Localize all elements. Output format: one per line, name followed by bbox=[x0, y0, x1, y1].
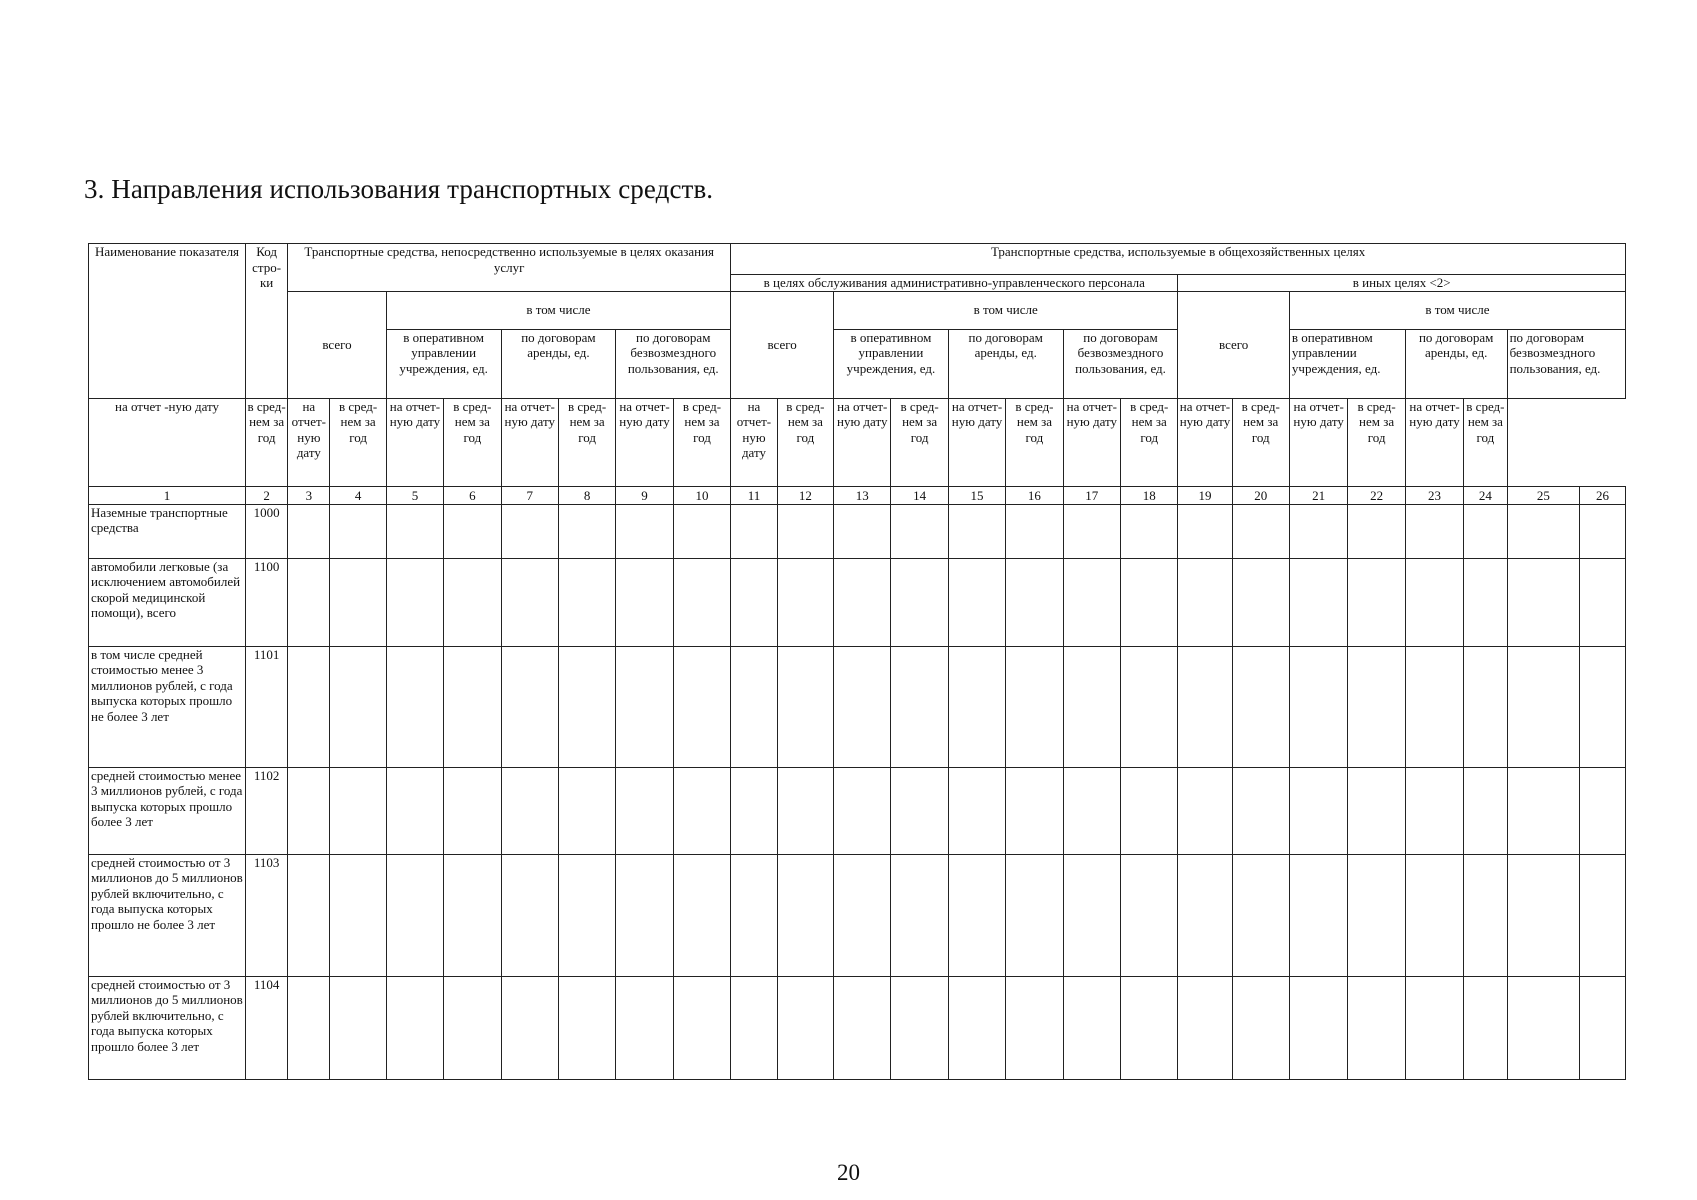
header-leaf-col-23: на отчет-ную дату bbox=[1289, 398, 1347, 486]
header-group-b: Транспортные средства, используемые в общехозяйственных целях bbox=[731, 244, 1626, 275]
table-row bbox=[89, 504, 1626, 558]
data-cell[interactable] bbox=[1063, 504, 1120, 558]
header-leaf-col-17: на отчет-ную дату bbox=[948, 398, 1005, 486]
data-cell[interactable] bbox=[616, 767, 673, 854]
data-cell[interactable] bbox=[1348, 767, 1405, 854]
header-leaf-col-22: в сред-нем за год bbox=[1232, 398, 1289, 486]
data-cell[interactable] bbox=[1580, 646, 1626, 767]
data-cell[interactable] bbox=[1121, 767, 1178, 854]
header-sub-bezv-a: по договорам безвозмездного пользования, ед. bbox=[616, 329, 731, 398]
data-cell[interactable] bbox=[1232, 558, 1289, 646]
header-sub-oper-b2: в оперативном управлении учреждения, ед. bbox=[1289, 329, 1405, 398]
data-cell[interactable] bbox=[1232, 854, 1289, 976]
column-number-24: 24 bbox=[1464, 486, 1507, 504]
column-number-22: 22 bbox=[1348, 486, 1405, 504]
data-cell[interactable] bbox=[288, 646, 330, 767]
data-cell[interactable] bbox=[1348, 976, 1405, 1079]
data-cell[interactable] bbox=[558, 854, 615, 976]
row-name: средней стоимостью от 3 миллионов до 5 миллионов рублей включительно, с года выпуска которых прошло более 3 лет bbox=[89, 976, 246, 1079]
data-cell[interactable] bbox=[386, 646, 443, 767]
data-cell[interactable] bbox=[1121, 976, 1178, 1079]
header-leaf-col-8: в сред-нем за год bbox=[444, 398, 501, 486]
data-cell[interactable] bbox=[1580, 854, 1626, 976]
data-cell[interactable] bbox=[558, 504, 615, 558]
data-cell[interactable] bbox=[1178, 558, 1232, 646]
header-leaf-col-6: в сред-нем за год bbox=[330, 398, 386, 486]
data-cell[interactable] bbox=[558, 767, 615, 854]
data-cell[interactable] bbox=[1063, 646, 1120, 767]
data-cell[interactable] bbox=[731, 976, 778, 1079]
data-cell[interactable] bbox=[1178, 504, 1232, 558]
column-number-25: 25 bbox=[1507, 486, 1580, 504]
data-cell[interactable] bbox=[1507, 767, 1580, 854]
data-cell[interactable] bbox=[616, 854, 673, 976]
data-cell[interactable] bbox=[1063, 854, 1120, 976]
data-cell[interactable] bbox=[1405, 767, 1463, 854]
data-cell[interactable] bbox=[731, 767, 778, 854]
column-number-1: 1 bbox=[89, 486, 246, 504]
data-cell[interactable] bbox=[834, 504, 891, 558]
data-cell[interactable] bbox=[1006, 767, 1063, 854]
data-cell[interactable] bbox=[1464, 646, 1507, 767]
data-cell[interactable] bbox=[834, 854, 891, 976]
data-cell[interactable] bbox=[777, 854, 833, 976]
header-leaf-col-4: в сред-нем за год bbox=[246, 398, 288, 486]
header-leaf-col-9: на отчет-ную дату bbox=[501, 398, 558, 486]
data-cell[interactable] bbox=[1507, 854, 1580, 976]
header-sub-arenda-a: по договорам аренды, ед. bbox=[501, 329, 616, 398]
header-leaf-col-24: в сред-нем за год bbox=[1348, 398, 1405, 486]
data-cell[interactable] bbox=[891, 504, 948, 558]
header-leaf-col-11: на отчет-ную дату bbox=[616, 398, 673, 486]
header-leaf-col-10: в сред-нем за год bbox=[558, 398, 615, 486]
table-row bbox=[89, 976, 1626, 1079]
data-cell[interactable] bbox=[1464, 976, 1507, 1079]
header-leaf-col-13: на отчет-ную дату bbox=[731, 398, 778, 486]
header-leaf-col-7: на отчет-ную дату bbox=[386, 398, 443, 486]
header-vsego-b1: всего bbox=[731, 291, 834, 398]
data-cell[interactable] bbox=[558, 558, 615, 646]
data-cell[interactable] bbox=[288, 854, 330, 976]
data-cell[interactable] bbox=[386, 504, 443, 558]
data-cell[interactable] bbox=[673, 976, 730, 1079]
header-group-b1: в целях обслуживания административно-управленческого персонала bbox=[731, 275, 1178, 292]
data-cell[interactable] bbox=[834, 558, 891, 646]
data-cell[interactable] bbox=[1507, 646, 1580, 767]
header-vsego-a: всего bbox=[288, 291, 387, 398]
data-cell[interactable] bbox=[777, 646, 833, 767]
column-number-16: 16 bbox=[1006, 486, 1063, 504]
header-v-tom-chisle-a: в том числе bbox=[386, 291, 730, 329]
data-cell[interactable] bbox=[891, 767, 948, 854]
data-cell[interactable] bbox=[948, 646, 1005, 767]
data-cell[interactable] bbox=[616, 976, 673, 1079]
column-number-8: 8 bbox=[558, 486, 615, 504]
header-v-tom-chisle-b1: в том числе bbox=[834, 291, 1178, 329]
data-cell[interactable] bbox=[386, 558, 443, 646]
row-name: средней стоимостью менее 3 миллионов рублей, с года выпуска которых прошло более 3 лет bbox=[89, 767, 246, 854]
data-cell[interactable] bbox=[444, 767, 501, 854]
data-cell[interactable] bbox=[288, 504, 330, 558]
data-cell[interactable] bbox=[1405, 976, 1463, 1079]
data-cell[interactable] bbox=[948, 854, 1005, 976]
header-group-a: Транспортные средства, непосредственно используемые в целях оказания услуг bbox=[288, 244, 731, 292]
data-cell[interactable] bbox=[1178, 767, 1232, 854]
data-cell[interactable] bbox=[330, 646, 386, 767]
data-cell[interactable] bbox=[777, 558, 833, 646]
data-cell[interactable] bbox=[948, 976, 1005, 1079]
column-number-17: 17 bbox=[1063, 486, 1120, 504]
data-cell[interactable] bbox=[1006, 854, 1063, 976]
data-cell[interactable] bbox=[834, 767, 891, 854]
data-cell[interactable] bbox=[673, 767, 730, 854]
data-cell[interactable] bbox=[731, 854, 778, 976]
data-cell[interactable] bbox=[330, 558, 386, 646]
data-cell[interactable] bbox=[777, 767, 833, 854]
data-cell[interactable] bbox=[616, 504, 673, 558]
data-cell[interactable] bbox=[288, 976, 330, 1079]
page-number: 20 bbox=[837, 1160, 860, 1185]
data-cell[interactable] bbox=[1232, 767, 1289, 854]
data-cell[interactable] bbox=[834, 646, 891, 767]
data-cell[interactable] bbox=[1289, 976, 1347, 1079]
column-number-7: 7 bbox=[501, 486, 558, 504]
data-cell[interactable] bbox=[673, 504, 730, 558]
column-number-15: 15 bbox=[948, 486, 1005, 504]
row-code: 1100 bbox=[246, 558, 288, 646]
data-cell[interactable] bbox=[1464, 854, 1507, 976]
data-cell[interactable] bbox=[1121, 558, 1178, 646]
header-leaf-col-21: на отчет-ную дату bbox=[1178, 398, 1232, 486]
header-sub-arenda-b2: по договорам аренды, ед. bbox=[1405, 329, 1507, 398]
header-v-tom-chisle-b2: в том числе bbox=[1289, 291, 1625, 329]
data-cell[interactable] bbox=[948, 558, 1005, 646]
data-cell[interactable] bbox=[1464, 767, 1507, 854]
data-cell[interactable] bbox=[1405, 646, 1463, 767]
data-cell[interactable] bbox=[1232, 646, 1289, 767]
data-cell[interactable] bbox=[731, 646, 778, 767]
data-cell[interactable] bbox=[1507, 558, 1580, 646]
row-code: 1000 bbox=[246, 504, 288, 558]
data-cell[interactable] bbox=[501, 854, 558, 976]
data-cell[interactable] bbox=[1063, 767, 1120, 854]
data-cell[interactable] bbox=[330, 854, 386, 976]
data-cell[interactable] bbox=[501, 504, 558, 558]
data-cell[interactable] bbox=[1348, 504, 1405, 558]
row-name: Наземные транспортные средства bbox=[89, 504, 246, 558]
header-sub-bezv-b2: по договорам безвозмездного пользования, ед. bbox=[1507, 329, 1625, 398]
data-cell[interactable] bbox=[1464, 504, 1507, 558]
table-row bbox=[89, 854, 1626, 976]
data-cell[interactable] bbox=[777, 504, 833, 558]
data-cell[interactable] bbox=[673, 558, 730, 646]
column-number-20: 20 bbox=[1232, 486, 1289, 504]
header-leaf-col-25: на отчет-ную дату bbox=[1405, 398, 1463, 486]
data-cell[interactable] bbox=[330, 504, 386, 558]
data-cell[interactable] bbox=[1289, 646, 1347, 767]
column-number-9: 9 bbox=[616, 486, 673, 504]
data-cell[interactable] bbox=[1063, 558, 1120, 646]
data-cell[interactable] bbox=[777, 976, 833, 1079]
header-leaf-col-12: в сред-нем за год bbox=[673, 398, 730, 486]
column-number-21: 21 bbox=[1289, 486, 1347, 504]
data-cell[interactable] bbox=[948, 767, 1005, 854]
column-number-23: 23 bbox=[1405, 486, 1463, 504]
data-cell[interactable] bbox=[1289, 854, 1347, 976]
column-number-12: 12 bbox=[777, 486, 833, 504]
data-cell[interactable] bbox=[1405, 854, 1463, 976]
header-vsego-b2: всего bbox=[1178, 291, 1290, 398]
data-cell[interactable] bbox=[731, 504, 778, 558]
table-row bbox=[89, 646, 1626, 767]
row-code: 1103 bbox=[246, 854, 288, 976]
header-sub-bezv-b1: по договорам безвозмездного пользования, ед. bbox=[1063, 329, 1178, 398]
data-cell[interactable] bbox=[330, 976, 386, 1079]
header-leaf-col-19: на отчет-ную дату bbox=[1063, 398, 1120, 486]
column-number-11: 11 bbox=[731, 486, 778, 504]
header-group-b2: в иных целях <2> bbox=[1178, 275, 1626, 292]
data-cell[interactable] bbox=[444, 504, 501, 558]
header-name-column: Наименование показателя bbox=[89, 244, 246, 399]
data-cell[interactable] bbox=[386, 854, 443, 976]
data-cell[interactable] bbox=[1289, 504, 1347, 558]
column-number-6: 6 bbox=[444, 486, 501, 504]
column-number-14: 14 bbox=[891, 486, 948, 504]
data-cell[interactable] bbox=[1507, 504, 1580, 558]
data-cell[interactable] bbox=[1121, 646, 1178, 767]
header-leaf-col-15: на отчет-ную дату bbox=[834, 398, 891, 486]
data-cell[interactable] bbox=[1348, 646, 1405, 767]
data-cell[interactable] bbox=[891, 558, 948, 646]
data-cell[interactable] bbox=[330, 767, 386, 854]
column-number-19: 19 bbox=[1178, 486, 1232, 504]
column-number-4: 4 bbox=[330, 486, 386, 504]
data-cell[interactable] bbox=[1232, 976, 1289, 1079]
data-cell[interactable] bbox=[1006, 558, 1063, 646]
data-cell[interactable] bbox=[731, 558, 778, 646]
row-name: автомобили легковые (за исключением автомобилей скорой медицинской помощи), всего bbox=[89, 558, 246, 646]
header-leaf-col-5: на отчет-ную дату bbox=[288, 398, 330, 486]
column-number-26: 26 bbox=[1580, 486, 1626, 504]
data-cell[interactable] bbox=[1289, 558, 1347, 646]
data-cell[interactable] bbox=[501, 767, 558, 854]
data-cell[interactable] bbox=[1006, 976, 1063, 1079]
data-cell[interactable] bbox=[1063, 976, 1120, 1079]
data-cell[interactable] bbox=[1580, 767, 1626, 854]
data-cell[interactable] bbox=[1121, 504, 1178, 558]
data-cell[interactable] bbox=[891, 854, 948, 976]
header-sub-arenda-b1: по договорам аренды, ед. bbox=[948, 329, 1063, 398]
data-cell[interactable] bbox=[673, 646, 730, 767]
header-leaf-col-14: в сред-нем за год bbox=[777, 398, 833, 486]
data-cell[interactable] bbox=[1006, 646, 1063, 767]
data-cell[interactable] bbox=[558, 646, 615, 767]
table-row bbox=[89, 767, 1626, 854]
column-number-18: 18 bbox=[1121, 486, 1178, 504]
data-cell[interactable] bbox=[288, 558, 330, 646]
data-cell[interactable] bbox=[1507, 976, 1580, 1079]
data-cell[interactable] bbox=[1121, 854, 1178, 976]
data-cell[interactable] bbox=[444, 976, 501, 1079]
transport-usage-table bbox=[88, 243, 1626, 1080]
data-cell[interactable] bbox=[444, 646, 501, 767]
column-number-5: 5 bbox=[386, 486, 443, 504]
data-cell[interactable] bbox=[1178, 976, 1232, 1079]
data-cell[interactable] bbox=[386, 767, 443, 854]
header-code-column: Код стро-ки bbox=[246, 244, 288, 399]
data-cell[interactable] bbox=[288, 767, 330, 854]
data-cell[interactable] bbox=[891, 646, 948, 767]
data-cell[interactable] bbox=[444, 558, 501, 646]
header-leaf-col-18: в сред-нем за год bbox=[1006, 398, 1063, 486]
data-cell[interactable] bbox=[501, 976, 558, 1079]
data-cell[interactable] bbox=[891, 976, 948, 1079]
header-sub-oper-b1: в оперативном управлении учреждения, ед. bbox=[834, 329, 949, 398]
data-cell[interactable] bbox=[1405, 504, 1463, 558]
column-number-13: 13 bbox=[834, 486, 891, 504]
data-cell[interactable] bbox=[948, 504, 1005, 558]
data-cell[interactable] bbox=[1006, 504, 1063, 558]
row-name: средней стоимостью от 3 миллионов до 5 миллионов рублей включительно, с года выпуска которых прошло не более 3 лет bbox=[89, 854, 246, 976]
column-number-2: 2 bbox=[246, 486, 288, 504]
header-sub-oper-a: в оперативном управлении учреждения, ед. bbox=[386, 329, 501, 398]
data-cell[interactable] bbox=[616, 558, 673, 646]
data-cell[interactable] bbox=[1580, 976, 1626, 1079]
data-cell[interactable] bbox=[558, 976, 615, 1079]
row-name: в том числе средней стоимостью менее 3 миллионов рублей, с года выпуска которых прошло не более 3 лет bbox=[89, 646, 246, 767]
data-cell[interactable] bbox=[1464, 558, 1507, 646]
data-cell[interactable] bbox=[834, 976, 891, 1079]
data-cell[interactable] bbox=[501, 646, 558, 767]
data-cell[interactable] bbox=[1348, 558, 1405, 646]
data-cell[interactable] bbox=[1580, 558, 1626, 646]
row-code: 1102 bbox=[246, 767, 288, 854]
column-number-10: 10 bbox=[673, 486, 730, 504]
data-cell[interactable] bbox=[1232, 504, 1289, 558]
data-cell[interactable] bbox=[616, 646, 673, 767]
row-code: 1104 bbox=[246, 976, 288, 1079]
page-title: 3. Направления использования транспортных средств. bbox=[84, 174, 714, 204]
data-cell[interactable] bbox=[1580, 504, 1626, 558]
table-row bbox=[89, 558, 1626, 646]
data-cell[interactable] bbox=[1289, 767, 1347, 854]
header-leaf-col-3: на отчет -ную дату bbox=[89, 398, 246, 486]
data-cell[interactable] bbox=[444, 854, 501, 976]
row-code: 1101 bbox=[246, 646, 288, 767]
data-cell[interactable] bbox=[1178, 854, 1232, 976]
data-cell[interactable] bbox=[1348, 854, 1405, 976]
data-cell[interactable] bbox=[1178, 646, 1232, 767]
header-leaf-col-20: в сред-нем за год bbox=[1121, 398, 1178, 486]
data-cell[interactable] bbox=[501, 558, 558, 646]
header-leaf-col-16: в сред-нем за год bbox=[891, 398, 948, 486]
data-cell[interactable] bbox=[1405, 558, 1463, 646]
data-cell[interactable] bbox=[673, 854, 730, 976]
header-leaf-col-26: в сред-нем за год bbox=[1464, 398, 1507, 486]
data-cell[interactable] bbox=[386, 976, 443, 1079]
column-number-3: 3 bbox=[288, 486, 330, 504]
